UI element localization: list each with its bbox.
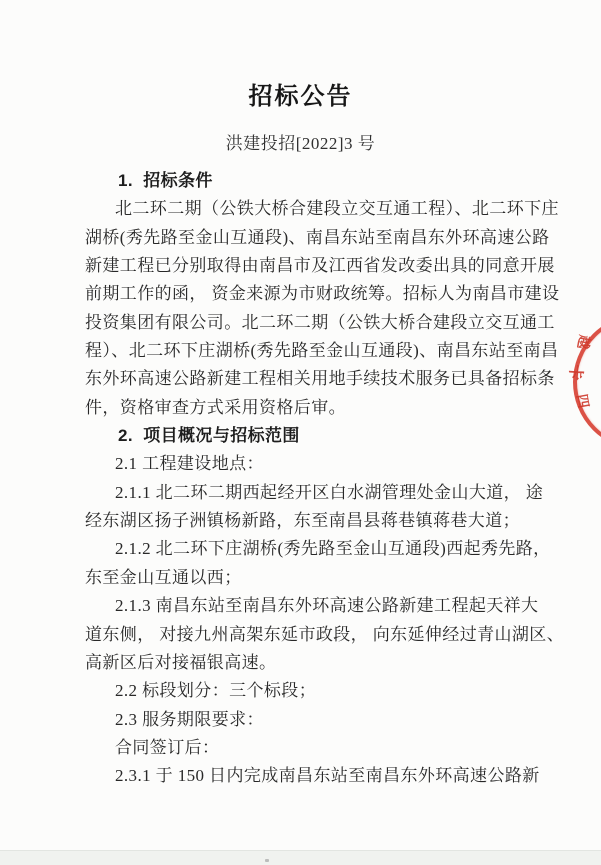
section-heading-1: 1. 招标条件 — [118, 171, 213, 190]
page-bottom-edge — [0, 850, 601, 865]
doc-line: 东至金山互通以西； — [85, 567, 242, 587]
doc-line: 新建工程已分别取得由南昌市及江西省发改委出具的同意开展 — [85, 256, 555, 276]
doc-line: 投资集团有限公司。北二环二期（公铁大桥合建段立交互通工 — [85, 312, 555, 332]
doc-line: 高新区后对接福银高速。 — [85, 652, 277, 672]
doc-line: 2.1.1 北二环二期西起经开区白水湖管理处金山大道， 途 — [115, 482, 544, 502]
seal-glyph: 四 — [572, 393, 591, 410]
doc-line: 道东侧， 对接九州高架东延市政段， 向东延伸经过青山湖区、 — [85, 624, 565, 644]
doc-body — [85, 167, 565, 791]
doc-line: 2.1.2 北二环下庄湖桥(秀先路至金山互通段)西起秀先路， — [115, 539, 551, 559]
seal-glyph: 卡 — [566, 363, 584, 381]
seal-glyph: 越 — [573, 333, 592, 350]
doc-line: 2.3.1 于 150 日内完成南昌东站至南昌东外环高速公路新 — [115, 766, 540, 786]
doc-line: 2.2 标段划分：三个标段； — [115, 681, 317, 701]
doc-title: 招标公告 — [248, 83, 353, 110]
doc-line: 2.1 工程建设地点： — [115, 454, 264, 474]
doc-line: 件，资格审查方式采用资格后审。 — [85, 397, 346, 417]
doc-line: 合同签订后： — [115, 737, 220, 757]
doc-line: 2.1.3 南昌东站至南昌东外环高速公路新建工程起天祥大 — [115, 596, 539, 616]
doc-line: 2.3 服务期限要求： — [115, 709, 264, 729]
doc-number: 洪建投招[2022]3 号 — [225, 134, 376, 153]
scan-speck — [265, 859, 269, 862]
doc-line: 北二环二期（公铁大桥合建段立交互通工程）、北二环下庄 — [115, 199, 559, 219]
doc-line: 湖桥(秀先路至金山互通段)、南昌东站至南昌东外环高速公路 — [85, 227, 550, 247]
doc-line: 东外环高速公路新建工程相关用地手续技术服务已具备招标条 — [85, 369, 555, 389]
section-heading-2: 2. 项目概况与招标范围 — [118, 426, 300, 446]
doc-line: 前期工作的函， 资金来源为市财政统筹。招标人为南昌市建设 — [85, 284, 560, 304]
doc-line: 程）、北二环下庄湖桥(秀先路至金山互通段)、南昌东站至南昌 — [85, 341, 559, 361]
doc-line: 经东湖区扬子洲镇杨新路，东至南昌县蒋巷镇蒋巷大道； — [85, 511, 520, 531]
